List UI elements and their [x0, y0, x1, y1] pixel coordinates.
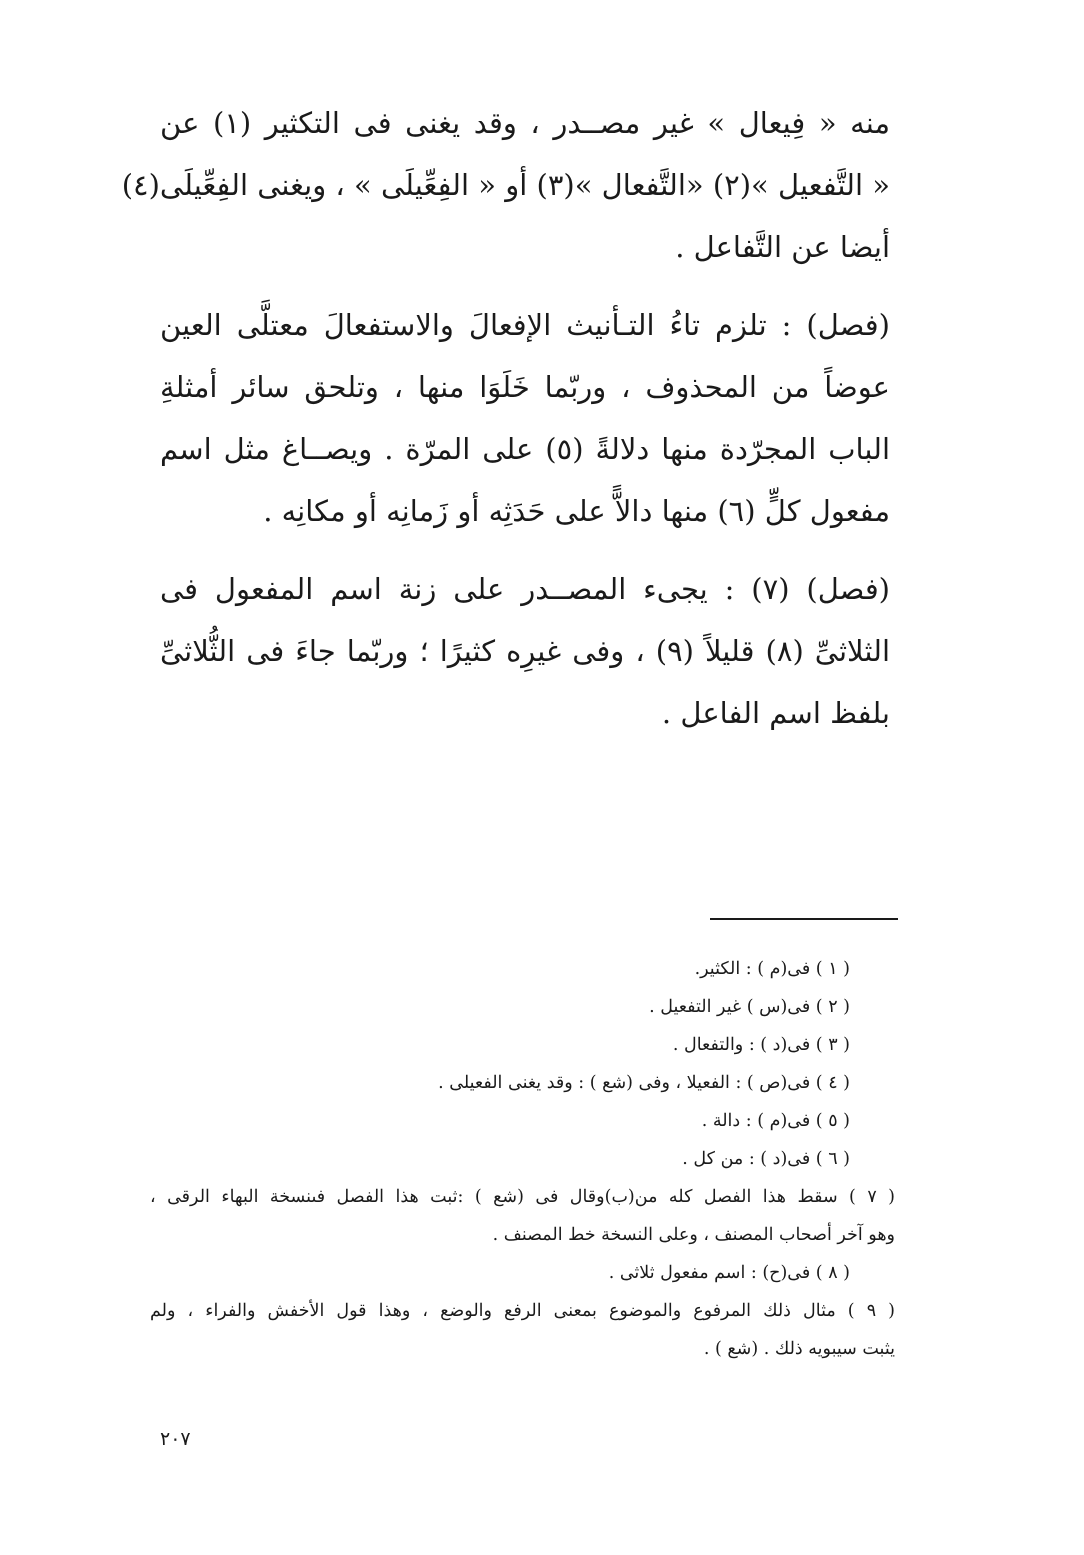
- page-number: ٢٠٧: [160, 1428, 191, 1450]
- footnote-7-continuation: وهو آخر أصحاب المصنف ، وعلى النسخة خط المصنف .: [492, 1225, 895, 1245]
- main-text: [121, 92, 891, 744]
- footnote-8: ( ٨ ) فى(ح) : اسم مفعول ثلاثى .: [608, 1263, 850, 1283]
- text-line: مفعول كلٍّ (٦) منها دالاًّ على حَدَثِه أو زَمانِه أو مكانِه .: [263, 494, 890, 528]
- text-line: بلفظ اسم الفاعل .: [661, 696, 890, 730]
- text-line: (فصل) : تلزم تاءُ التـأنيث الإفعالَ والاستفعالَ معتلَّى العين: [160, 308, 890, 342]
- footnote-separator: [710, 918, 898, 920]
- footnote-5: ( ٥ ) فى(م ) : دالة .: [701, 1111, 850, 1131]
- footnote-3: ( ٣ ) فى(د ) : والتفعال .: [672, 1035, 850, 1055]
- text-line: منه « فِيعال » غير مصــدر ، وقد يغنى فى التكثير (١) عن: [160, 106, 890, 140]
- text-line: (فصل) (٧) : يجىء المصــدر على زنة اسم المفعول فى: [160, 572, 890, 606]
- paragraph-gap: [160, 542, 890, 558]
- footnote-1: ( ١ ) فى(م ) : الكثير.: [694, 959, 850, 979]
- paragraph-1: [121, 92, 890, 278]
- footnote-6: ( ٦ ) فى(د ) : من كل .: [682, 1149, 850, 1169]
- text-line: الباب المجرّدة منها دلالةً (٥) على المرّة . ويصــاغ مثل اسم: [160, 432, 891, 466]
- footnote-9: ( ٩ ) مثال ذلك المرفوع والموضوع بمعنى الرفع والوضع ، وهذا قول الأخفش والفراء ، ولم: [150, 1301, 896, 1321]
- footnotes: [150, 950, 895, 1368]
- footnote-2: ( ٢ ) فى(س ) غير التفعيل .: [649, 997, 850, 1017]
- text-line: الثلاثىِّ (٨) قليلاً (٩) ، وفى غيرِه كثيرًا ؛ وربّما جاءَ فى الثُّلاثىِّ: [160, 634, 890, 668]
- footnote-7: ( ٧ ) سقط هذا الفصل كله من(ب)وقال فى (شع ) :ثبت هذا الفصل فىنسخة البهاء الرقى ،: [150, 1187, 896, 1207]
- footnote-9-continuation: يثبت سيبويه ذلك . (شع ) .: [703, 1339, 895, 1359]
- text-line: « التَّفعيل »(٢) «التَّفعال »(٣) أو « الفِعِّيلَى » ، ويغنى الفِعِّيلَى(٤): [121, 168, 890, 202]
- text-line: أيضا عن التَّفاعل .: [675, 230, 890, 264]
- footnote-4: ( ٤ ) فى(ص ) : الفعيلا ، وفى (شع ) : وقد يغنى الفعيلى .: [438, 1073, 850, 1093]
- paragraph-2: [160, 294, 890, 542]
- text-line: عوضاً من المحذوف ، وربّما خَلَوَا منها ، وتلحق سائر أمثلةِ: [160, 370, 890, 404]
- paragraph-3: [160, 558, 890, 744]
- paragraph-gap: [160, 278, 890, 294]
